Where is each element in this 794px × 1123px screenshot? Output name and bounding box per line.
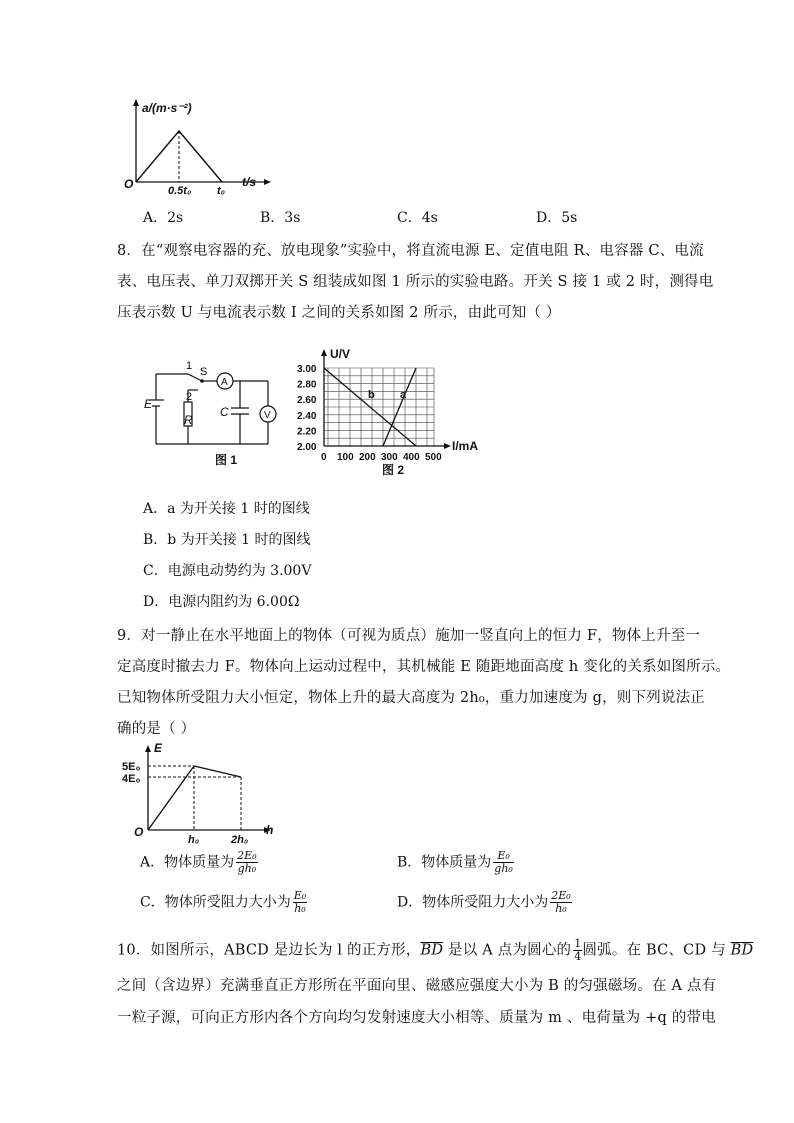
emf-label: E: [144, 397, 153, 411]
q9-option-c-den: h₀: [294, 902, 306, 915]
x-tick-0: 0: [321, 452, 327, 463]
origin-label: O: [134, 825, 144, 839]
graph-label-b: b: [368, 389, 375, 401]
y-tick-2.80: 2.80: [297, 379, 317, 391]
x-axis-label: I/mA: [452, 439, 479, 453]
x-tick-300: 300: [381, 452, 398, 463]
graph-label-a: a: [400, 389, 407, 401]
tick-t0: t₀: [217, 185, 226, 196]
q9-option-d-fraction: [550, 890, 571, 915]
q9-option-a-den: gh₀: [237, 862, 257, 875]
energy-height-graph: [118, 740, 278, 850]
q9-option-c-num: E₀: [293, 889, 307, 902]
q10-frac-num: 1: [574, 937, 582, 950]
y-axis-label: E: [154, 741, 163, 755]
y-tick-2.00: 2.00: [297, 442, 317, 453]
ammeter-label: A: [221, 377, 228, 388]
resistor-label: R: [184, 413, 193, 427]
contact-1-label: 1: [186, 360, 193, 372]
q9-stem-line-3: 已知物体所受阻力大小恒定，物体上升的最大高度为 2h₀，重力加速度为 g，则下列说法正: [117, 690, 705, 706]
q10-stem-line-2: 之间（含边界）充满垂直正方形所在平面向里、磁感应强度大小为 B 的匀强磁场。在 A 点有: [117, 978, 717, 994]
q9-option-b-den: gh₀: [494, 862, 513, 875]
q7-option-a[interactable]: A．2s: [143, 210, 184, 226]
q9-stem-line-2: 定高度时撤去力 F。物体向上运动过程中，其机械能 E 随距地面高度 h 变化的关系如图所示。: [117, 659, 731, 675]
tick-5e0: 5E₀: [122, 761, 141, 773]
origin-label: O: [124, 177, 134, 191]
x-tick-100: 100: [337, 452, 354, 463]
q9-option-b-text: B．物体质量为: [397, 854, 492, 871]
q9-option-a-num: 2E₀: [237, 849, 257, 862]
q9-option-d-den: h₀: [555, 902, 567, 915]
y-tick-2.40: 2.40: [297, 410, 317, 422]
q9-option-b-num: E₀: [493, 850, 514, 863]
q9-option-c[interactable]: [140, 890, 307, 915]
contact-2-label: 2: [186, 391, 193, 403]
q9-option-d-num: 2E₀: [551, 889, 571, 902]
q8-option-a[interactable]: A．a 为开关接 1 时的图线: [143, 501, 310, 517]
q10-frac-den: 4: [574, 950, 582, 963]
q7-option-d[interactable]: D．5s: [536, 210, 578, 226]
q9-option-b[interactable]: [397, 850, 514, 875]
q7-option-c[interactable]: C．4s: [397, 210, 438, 226]
acceleration-time-graph: [118, 96, 278, 196]
x-axis-label: h: [266, 823, 274, 837]
q9-option-d-text: D．物体所受阻力大小为: [397, 894, 549, 911]
x-tick-200: 200: [359, 452, 376, 463]
tick-h0: h₀: [188, 834, 200, 846]
y-tick-2.20: 2.20: [297, 426, 317, 438]
q10-arc-bd: $\overline{BD}$: [420, 942, 444, 959]
q8-stem-line-1: 8．在“观察电容器的充、放电现象”实验中，将直流电源 E、定值电阻 R、电容器 C、电流: [117, 243, 704, 259]
q9-option-c-text: C．物体所受阻力大小为: [140, 894, 291, 911]
q8-option-d[interactable]: D．电源内阻约为 6.00Ω: [143, 594, 300, 610]
q8-option-c[interactable]: C．电源电动势约为 3.00V: [143, 563, 312, 579]
q10-line1-part-c: 圆弧。在 BC、CD 与: [582, 942, 731, 959]
q10-stem-line-3: 一粒子源，可向正方形内各个方向均匀发射速度大小相等、质量为 m 、电荷量为 +q 的带电: [117, 1010, 716, 1026]
circuit-diagram-fig1: [140, 356, 280, 468]
q9-stem-line-4: 确的是（ ）: [117, 721, 196, 737]
q9-option-c-fraction: [293, 890, 307, 915]
q9-option-a-text: A．物体质量为: [140, 854, 235, 871]
q9-option-b-fraction: [493, 850, 514, 875]
y-axis-label: U/V: [330, 347, 351, 361]
u-i-graph-fig2: [294, 346, 494, 476]
q9-option-d[interactable]: [397, 890, 572, 915]
switch-label: S: [200, 366, 208, 378]
x-tick-500: 500: [425, 452, 442, 463]
q8-option-b[interactable]: B．b 为开关接 1 时的图线: [143, 532, 311, 548]
y-axis-label: a/(m·s⁻²): [142, 101, 192, 115]
q8-stem-line-2: 表、电压表、单刀双掷开关 S 组装成如图 1 所示的实验电路。开关 S 接 1 或 2 时，测得电: [117, 274, 714, 290]
q8-stem-line-3: 压表示数 U 与电流表示数 I 之间的关系如图 2 所示，由此可知（ ）: [117, 305, 561, 321]
q7-option-b[interactable]: B．3s: [260, 210, 301, 226]
y-tick-3.00: 3.00: [297, 364, 317, 375]
voltmeter-label: V: [264, 410, 271, 421]
tick-4e0: 4E₀: [122, 773, 141, 785]
fig2-caption: 图 2: [382, 463, 405, 476]
x-tick-400: 400: [403, 452, 420, 463]
q10-line1-part-b: 是以 A 点为圆心的: [443, 942, 572, 959]
x-axis-label: t/s: [242, 175, 257, 189]
q9-option-a[interactable]: [140, 850, 258, 875]
tick-half-t0: 0.5t₀: [168, 185, 192, 196]
q9-option-a-fraction: [236, 850, 257, 875]
q10-stem-line-1: [117, 938, 753, 963]
tick-2h0: 2h₀: [231, 834, 249, 846]
fig1-caption: 图 1: [215, 453, 238, 467]
q10-line1-part-a: 10．如图所示，ABCD 是边长为 l 的正方形，: [117, 942, 421, 959]
capacitor-label: C: [220, 405, 229, 419]
q9-stem-line-1: 9．对一静止在水平地面上的物体（可视为质点）施加一竖直向上的恒力 F，物体上升至一: [117, 628, 701, 644]
y-tick-2.60: 2.60: [297, 395, 317, 407]
q10-arc-bd-2: $\overline{BD}$: [730, 942, 754, 959]
